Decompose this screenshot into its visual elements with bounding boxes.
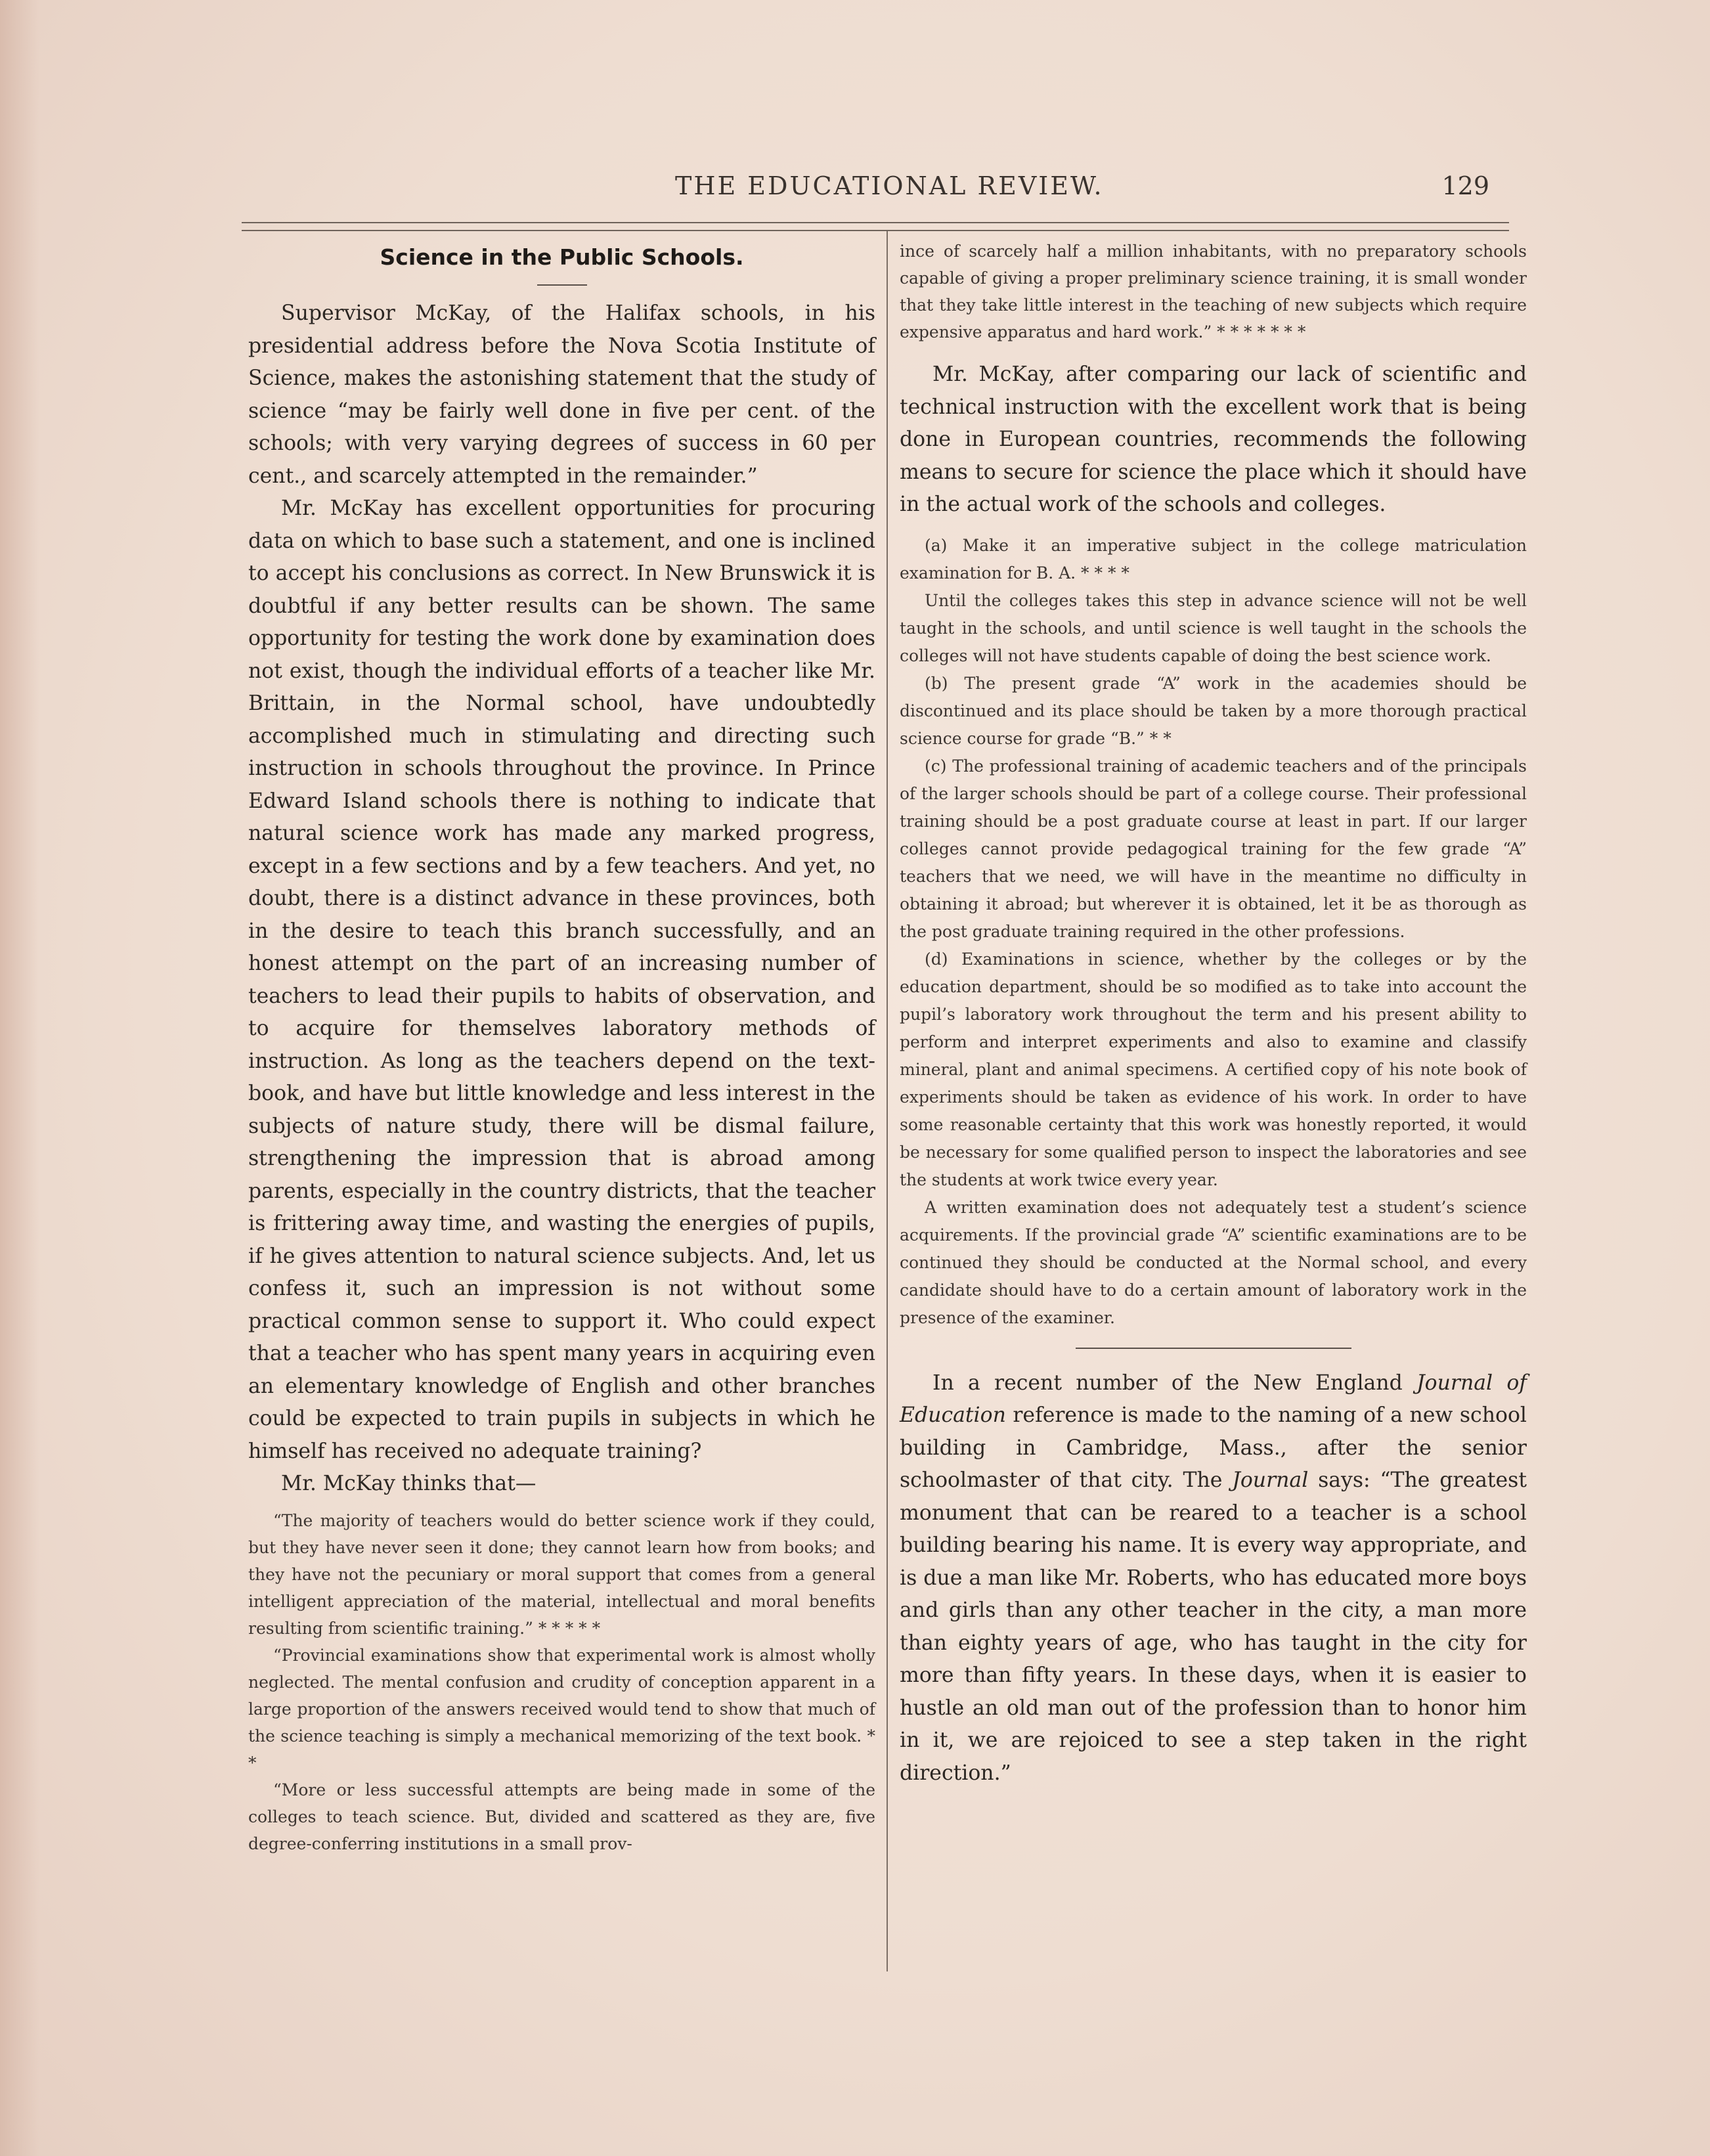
article-title: Science in the Public Schools. — [380, 244, 744, 270]
recommendation-item: (b) The present grade “A” work in the academies should be discontinued and its place should be taken by a more thorough practical science course for grade “B.” * * — [900, 673, 1527, 748]
paragraph: Mr. McKay has excellent opportunities for procuring data on which to base such a statement, and one is inclined to accept his conclusions as correct. In New Brunswick it is doubtful if any better results can be shown. The same opportunity for testing the work done by examination does not exist, though the individual efforts of a teacher like Mr. Brittain, in the Normal school, have undoubtedly accomplished much in stimulating and directing such instruction in schools throughout the province. In Prince Edward Island schools there is nothing to indicate that natural science work has made any marked progress, except in a few sections and by a few teachers. And yet, no doubt, there is a distinct advance in these provinces, both in the desire to teach this branch successfully, and an honest attempt on the part of an increasing number of teachers to lead their pupils to habits of observation, and to acquire for themselves laboratory methods of instruction. As long as the teachers depend on the text-book, and have but little knowledge and less interest in the subjects of nature study, there will be dismal failure, strengthening the impression that is abroad among parents, especially in the country districts, that the teacher is frittering away time, and wasting the energies of pupils, if he gives attention to natural science subjects. And, let us confess it, such an impression is not without some practical common sense to support it. Who could expect that a teacher who has spent many years in acquiring even an elementary knowledge of English and other branches could be expected to train pupils in subjects in which he himself has received no adequate training? — [248, 496, 875, 1463]
paragraph: Supervisor McKay, of the Halifax schools, in his presidential address before the Nova Scotia Institute of Science, makes the astonishing statement that the study of science “may be fairly well done in five per cent. of the schools; with very varying degrees of success in 60 per cent., and scarcely attempted in the remainder.” — [248, 301, 875, 488]
header-double-rule — [242, 222, 1509, 231]
paragraph: Mr. McKay, after comparing our lack of scientific and technical instruction with the excellent work that is being done in European countries, recommends the following means to secure for science the place which it should have in the actual work of the schools and colleges. — [900, 363, 1527, 516]
title-rule — [537, 284, 587, 286]
journal-title: THE EDUCATIONAL REVIEW. — [675, 171, 1104, 200]
text-run: reference is made to the naming of a new school building in Cambridge, Mass., after the senior schoolmaster of that city. The — [900, 1403, 1527, 1492]
right-column — [900, 238, 1527, 1790]
text-run: In a recent number of the New England — [932, 1371, 1417, 1395]
quoted-paragraph: “More or less successful attempts are being made in some of the colleges to teach science. But, divided and scattered as they are, five degree-conferring institutions in a small prov- — [248, 1780, 875, 1853]
quoted-paragraph-continuation: ince of scarcely half a million inhabitants, with no preparatory schools capable of giving a proper preliminary science training, it is small wonder that they take little interest in the teaching of new subjects which require expensive apparatus and hard work.” * * * * * * * — [900, 242, 1527, 341]
recommendation-item: Until the colleges takes this step in advance science will not be well taught in the schools, and until science is well taught in the schools the colleges will not have students capable of doing the best science work. — [900, 590, 1527, 665]
column-divider — [887, 231, 888, 1971]
journal-name: Journal of Education — [900, 1371, 1527, 1427]
recommendation-item: (d) Examinations in science, whether by the colleges or by the education department, should be so modified as to take into account the pupil’s laboratory work throughout the term and his present ability to perform and interpret experiments and also to examine and classify mineral, plant and animal specimens. A certified copy of his note book of experiments should be taken as evidence of his work. In order to have some reasonable certainty that this work was honestly reported, it would be necessary for some qualified person to inspect the laboratories and see the students at work twice every year. — [900, 949, 1527, 1189]
recommendation-item: (a) Make it an imperative subject in the college matriculation examination for B. A. * * * * — [900, 535, 1527, 583]
section-rule — [1076, 1348, 1351, 1349]
quoted-paragraph: “Provincial examinations show that experimental work is almost wholly neglected. The mental confusion and crudity of conception apparent in a large proportion of the answers received would tend to show that much of the science teaching is simply a mechanical memorizing of the text book. * * — [248, 1645, 875, 1772]
page-header — [242, 167, 1489, 213]
page-number: 129 — [1441, 171, 1489, 200]
quoted-paragraph: “The majority of teachers would do better science work if they could, but they have never seen it done; they cannot learn how from books; and they have not the pecuniary or moral support that comes from a general intelligent appreciation of the material, intellectual and moral benefits resulting from scientific training.” * * * * * — [248, 1510, 875, 1638]
text-run: says: “The greatest monument that can be reared to a teacher is a school building bearing his name. It is every way appropriate, and is due a man like Mr. Roberts, who has educated more boys and girls than any other teacher in the city, a man more than eighty years of age, who has taught in the city for more than fifty years. In these days, when it is easier to hustle an old man out of the profession than to honor him in it, we are rejoiced to see a step taken in the right direction.” — [900, 1468, 1527, 1785]
page-edge-shadow — [0, 0, 39, 2156]
second-article-paragraph — [900, 1367, 1527, 1790]
left-column — [248, 238, 875, 1857]
recommendation-item: A written examination does not adequately test a student’s science acquirements. If the provincial grade “A” scientific examinations are to be continued they should be conducted at the Normal school, and every candidate should have to do a certain amount of laboratory work in the presence of the examiner. — [900, 1197, 1527, 1327]
recommendation-item: (c) The professional training of academic teachers and of the principals of the larger schools should be part of a college course. Their professional training should be a post graduate course at least in part. If our larger colleges cannot provide pedagogical training for the few grade “A” teachers that we need, we will have in the meantime no difficulty in obtaining it abroad; but wherever it is obtained, let it be as thorough as the post graduate training required in the other professions. — [900, 756, 1527, 941]
paragraph: Mr. McKay thinks that— — [281, 1472, 537, 1495]
journal-name-short: Journal — [1232, 1468, 1309, 1492]
